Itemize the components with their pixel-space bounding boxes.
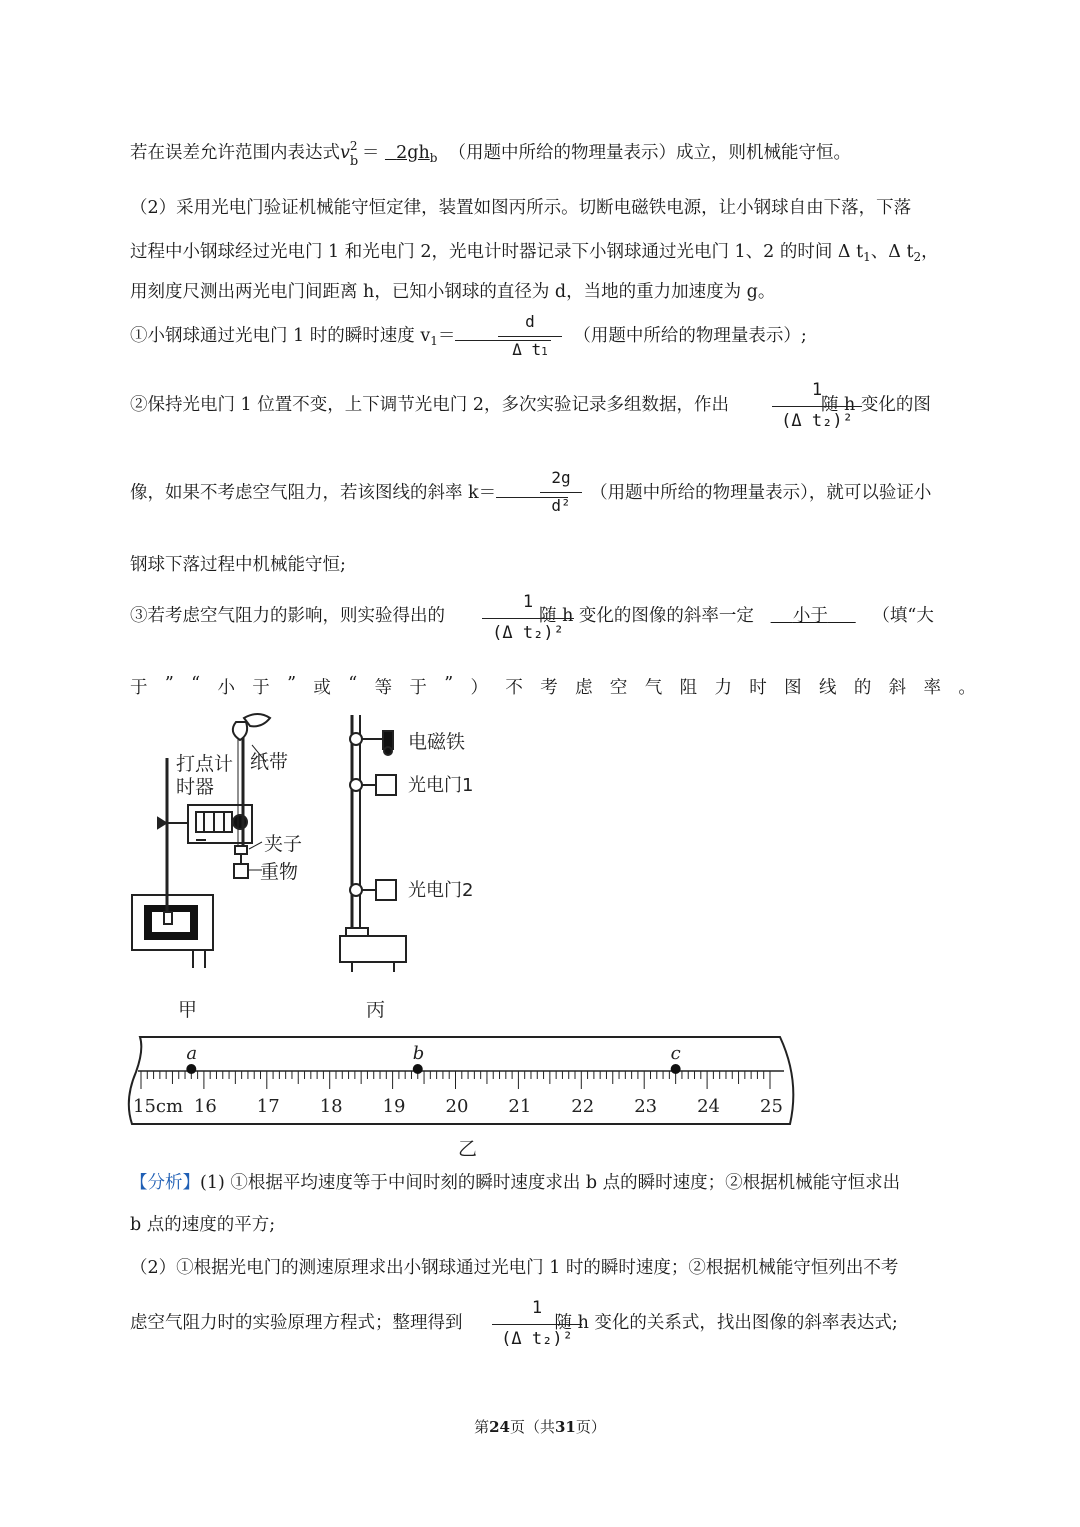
spread-char: 时 (749, 678, 767, 698)
label-gate1: 光电门1 (408, 775, 474, 796)
spread-char: 考 (540, 678, 558, 698)
ruler-label: 22 (571, 1096, 595, 1117)
spread-char: 不 (505, 678, 523, 698)
analysis-line-2: b 点的速度的平方; (130, 1215, 276, 1235)
label-timer2: 时器 (176, 776, 215, 798)
spread-char: 斜 (888, 678, 907, 698)
ruler-point-label: c (670, 1043, 681, 1064)
caption-bing: 丙 (366, 999, 386, 1021)
spread-char: “ (191, 674, 201, 694)
spread-char: 或 (313, 678, 331, 698)
apparatus-bing (340, 715, 406, 972)
spread-char: 于 (130, 678, 148, 698)
fraction-2g-over-d2: 2g d² (540, 468, 582, 526)
spread-char: 气 (644, 678, 663, 698)
spread-char: 等 (374, 678, 393, 698)
spread-char: 于 (409, 678, 427, 698)
label-weight: 重物 (260, 861, 299, 883)
caption-jia: 甲 (178, 999, 198, 1021)
spread-char: “ (348, 674, 358, 694)
answer-2ghb: $2gh_b$ (396, 143, 438, 165)
spread-char: 线 (818, 678, 837, 698)
fraction-1-over-dt2-sq-a: 1 (Δ t₂)² (772, 380, 862, 440)
fraction-1-over-dt2-sq-c: 1 (Δ t₂)² (492, 1298, 582, 1358)
ruler-label: 21 (508, 1096, 532, 1117)
text-line-3: 过程中小钢球经过光电门 1 和光电门 2，光电计时器记录下小钢球通过光电门 1、2 的时间 Δ $t_1$、Δ $t_2$， (130, 242, 939, 264)
label-gate2: 光电门2 (408, 880, 474, 901)
label-tape: 纸带 (250, 751, 289, 773)
ruler-point-label: b (412, 1043, 425, 1064)
spread-char: ” (444, 674, 454, 694)
ruler-label: 17 (256, 1096, 280, 1117)
spread-char: ） (470, 678, 489, 698)
ruler-point-label: a (186, 1043, 198, 1064)
fraction-1-over-dt2-sq-b: 1 (Δ t₂)² (482, 592, 574, 652)
ruler-label: 15cm (133, 1096, 184, 1117)
page-footer: 第24页（共31页） (474, 1418, 606, 1436)
spread-char: 空 (609, 678, 628, 698)
spread-char: 。 (958, 678, 976, 698)
label-clip: 夹子 (264, 833, 303, 855)
spread-char: 阻 (679, 678, 698, 698)
spread-char: 小 (217, 678, 235, 698)
analysis-line-3: （2）①根据光电门的测速原理求出小钢球通过光电门 1 时的瞬时速度；②根据机械能守恒列出不考 (130, 1258, 899, 1278)
question-2b-line: 像，如果不考虑空气阻力，若该图线的斜率 k＝ （用题中所给的物理量表示），就可以验证小 (130, 483, 932, 503)
ruler-label: 25 (760, 1096, 783, 1117)
spread-char: ” (287, 674, 297, 694)
spread-char: 于 (252, 678, 270, 698)
question-3-line: ③若考虑空气阻力的影响，则实验得出的 随 h 变化的图像的斜率一定 小于 （填“大 (130, 606, 934, 626)
question-1-line: ①小钢球通过光电门 1 时的瞬时速度 $v_1=$ （用题中所给的物理量表示）; (130, 326, 807, 348)
spread-char: ” (164, 674, 174, 694)
ruler-label: 23 (634, 1096, 658, 1117)
ruler-point-a (186, 1064, 196, 1074)
spread-char: 率 (923, 678, 942, 698)
ruler-point-c (671, 1064, 681, 1074)
spread-char: 力 (714, 678, 732, 698)
label-magnet: 电磁铁 (408, 731, 466, 753)
label-timer: 打点计 (176, 753, 234, 775)
question-2c-line: 钢球下落过程中机械能守恒; (130, 555, 346, 575)
caption-yi: 乙 (458, 1138, 478, 1160)
analysis-tag: 【分析】 (130, 1173, 200, 1193)
analysis-line-1: 【分析】(1) ①根据平均速度等于中间时刻的瞬时速度求出 b 点的瞬时速度；②根据机械能守恒求出 (130, 1173, 901, 1193)
ruler-label: 20 (445, 1096, 469, 1117)
text-line-4: 用刻度尺测出两光电门间距离 h，已知小钢球的直径为 d，当地的重力加速度为 g。 (130, 282, 776, 302)
spread-char: 的 (853, 678, 872, 698)
ruler-label: 19 (382, 1096, 406, 1117)
spread-char: 图 (784, 678, 802, 698)
analysis-line-4: 虑空气阻力时的实验原理方程式；整理得到 随 h 变化的关系式，找出图像的斜率表达式; (130, 1313, 898, 1333)
ruler-label: 24 (697, 1096, 721, 1117)
text-line-1: 若在误差允许范围内表达式v 2 b ＝ $2gh_b$ （用题中所给的物理量表示）成立，则机械能守恒。 (130, 139, 852, 169)
answer-less-than: 小于 (792, 606, 828, 626)
question-2-line: ②保持光电门 1 位置不变，上下调节光电门 2，多次实验记录多组数据，作出 随 h 变化的图 (130, 395, 931, 415)
ruler-label: 18 (319, 1096, 343, 1117)
fraction-d-over-dt1: d Δ t1 (498, 312, 562, 368)
text-line-2: （2）采用光电门验证机械能守恒定律，装置如图丙所示。切断电磁铁电源，让小钢球自由下落，下落 (130, 198, 912, 218)
ruler-point-b (413, 1064, 423, 1074)
spread-char: 虑 (575, 678, 593, 698)
ruler-label: 16 (193, 1096, 217, 1117)
